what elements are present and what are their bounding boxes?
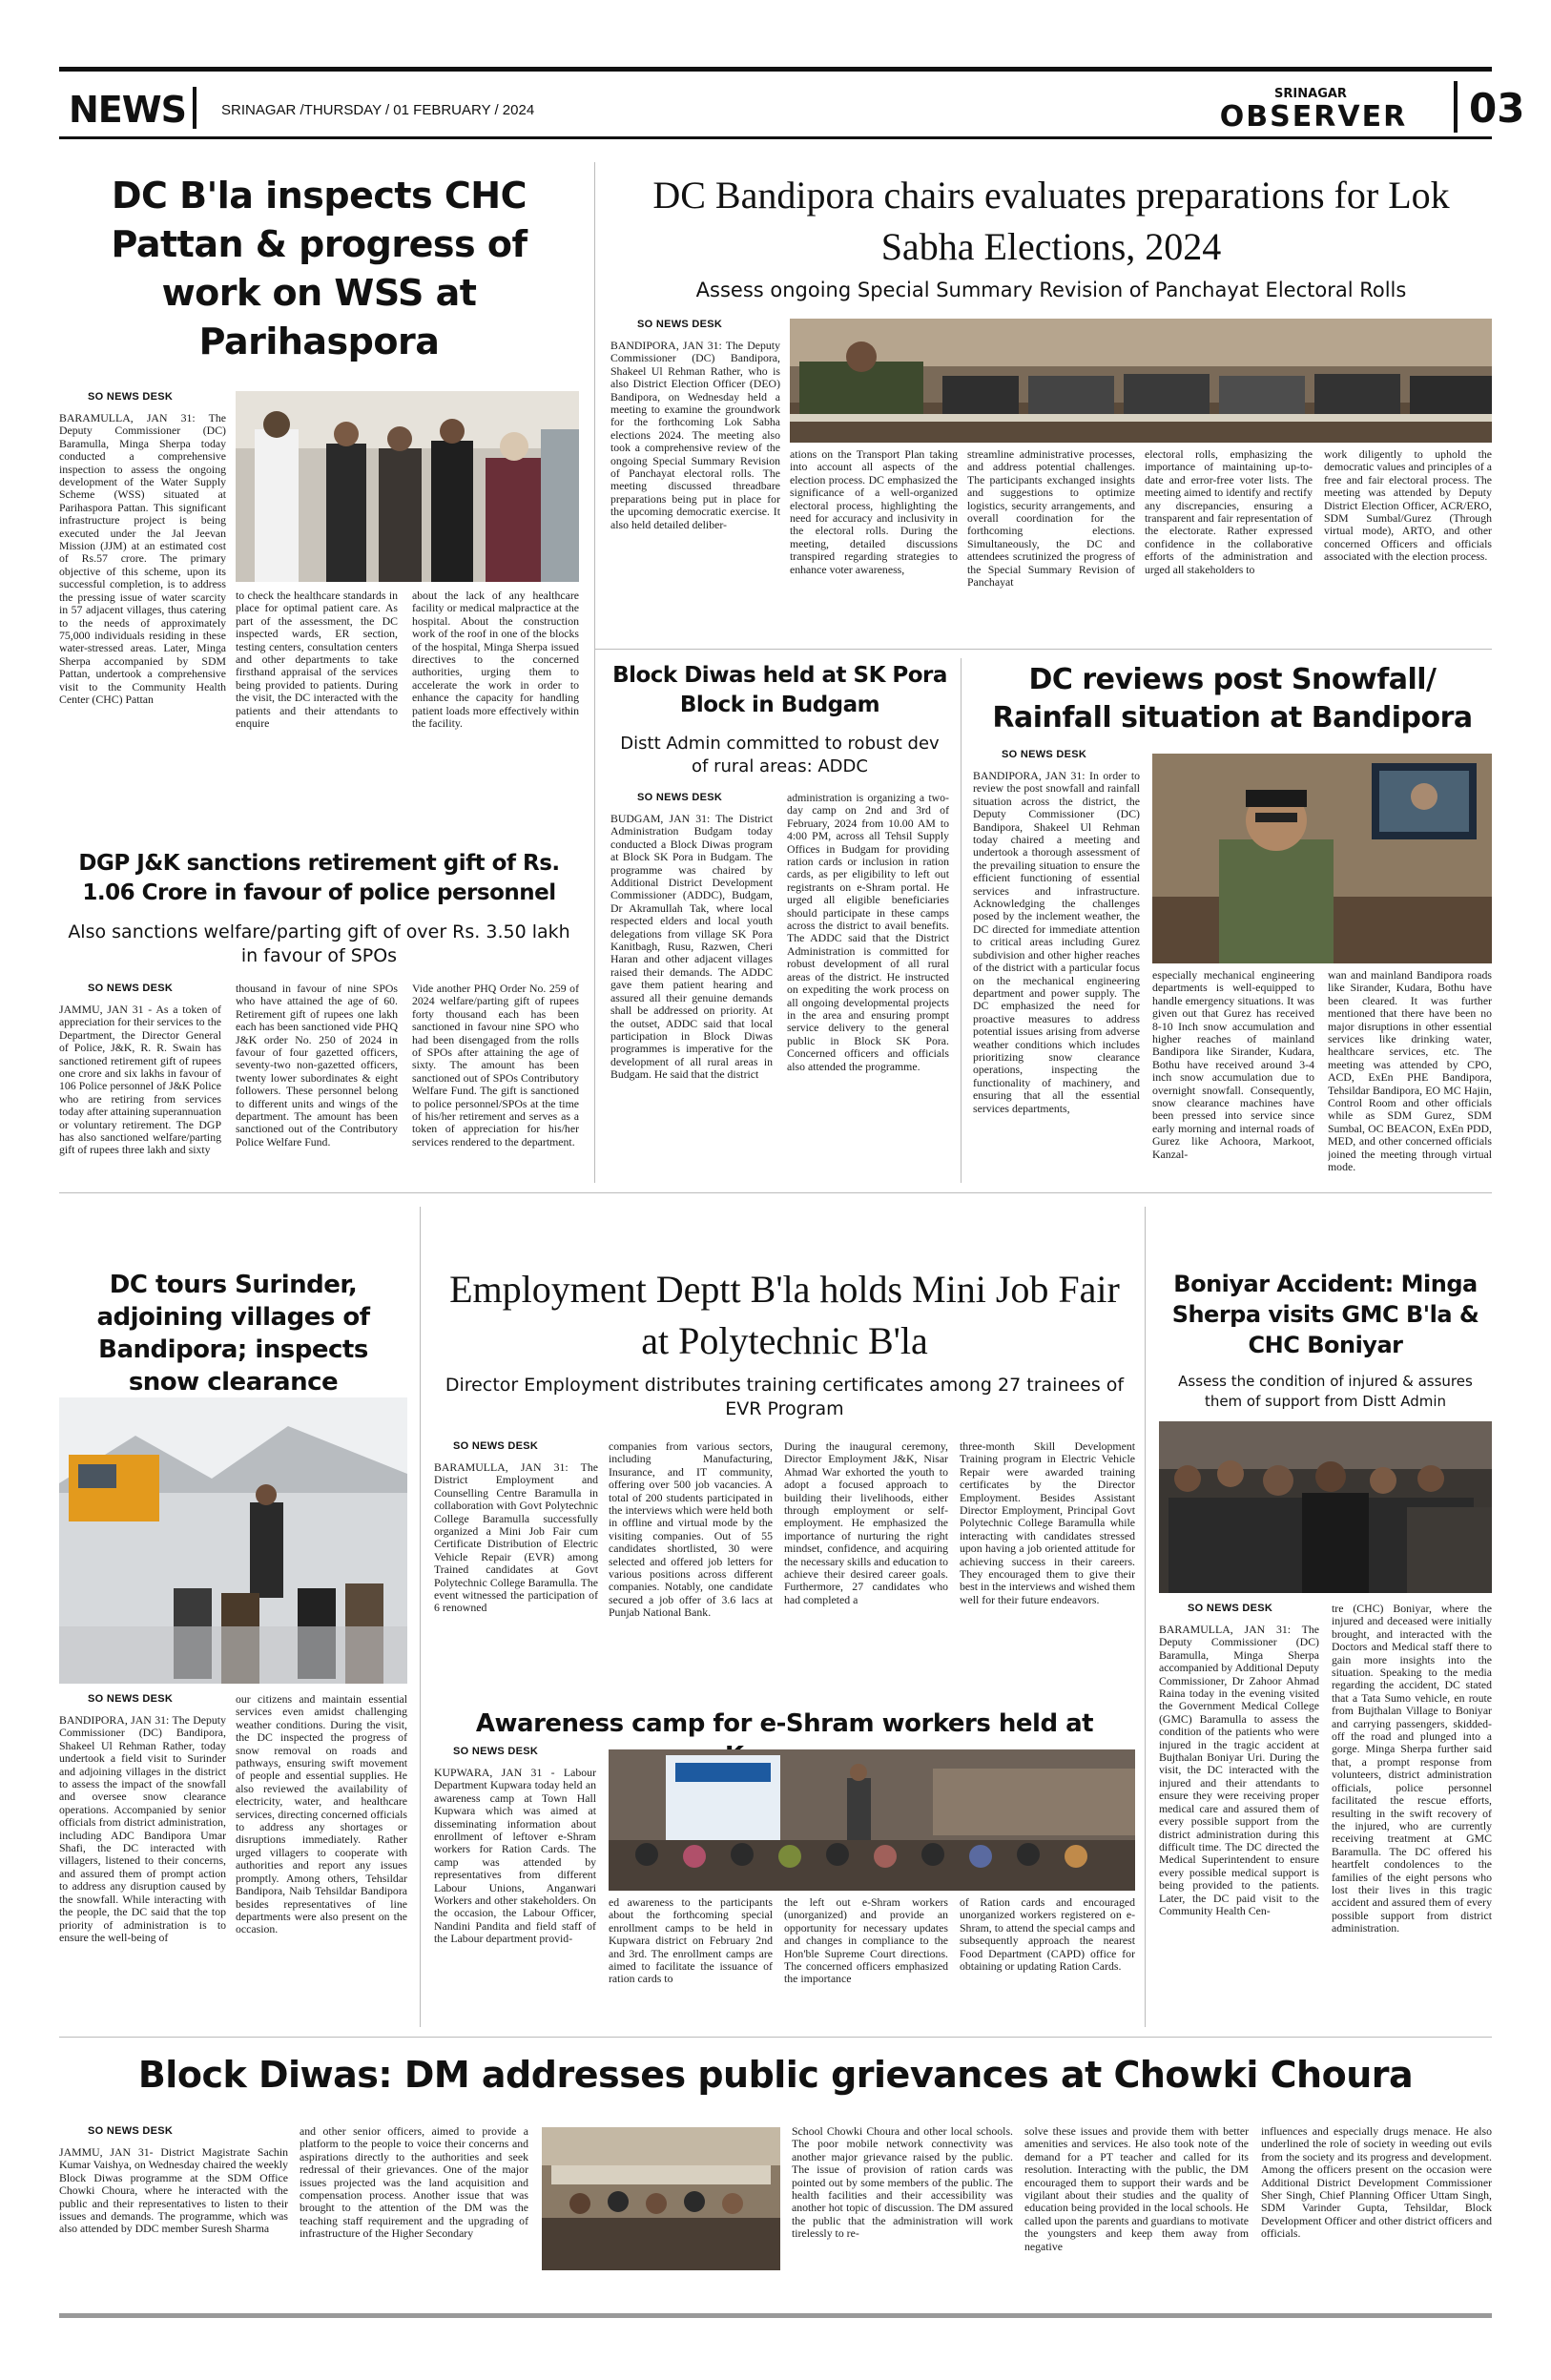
masthead-divider <box>193 87 196 129</box>
photo-election-meeting <box>790 319 1492 443</box>
subheadline-a2: Assess ongoing Special Summary Revision of Panchayat Electoral Rolls <box>695 279 1407 301</box>
photo-awareness-camp <box>609 1749 1135 1891</box>
byline: SO NEWS DESK <box>637 319 723 330</box>
headline-a6: DC tours Surinder, adjoining villages of Bandipora; inspects snow clearance <box>96 1271 370 1397</box>
article-body: the left out e-Shram workers (unorganized) and provide an opportunity for necessary updates and changes in compliance to the Hon'ble Supreme Court directions. The concerned officers emphasized the importance <box>784 1896 948 1986</box>
article-body: administration is organizing a two-day camp on 2nd and 3rd of February, 2024 from 10.00 AM to 4:00 PM, across all Tehsil Supply Offices in Budgam for providing ration cards or inclusion in ration cards, as per eligibility to left out registrants on e-Shram portal. He urged all eligible beneficiaries should participate in these camps across the district to avail benefits. The ADDC said that the District Administration is committed for robust development of all rural areas of the district. He instructed on expediting the work process on all ongoing developmental projects in the area and ensuring prompt service delivery to the general public in Block SK Pora. Concerned officers and officials also attended the programme. <box>787 792 949 1073</box>
masthead <box>59 67 1525 139</box>
paper-name: OBSERVER <box>1219 100 1408 134</box>
subheadline-a9: Assess the condition of injured & assures them of support from Distt Admin <box>1178 1373 1473 1410</box>
byline: SO NEWS DESK <box>88 2125 174 2137</box>
byline: SO NEWS DESK <box>88 1693 174 1705</box>
headline-a9: Boniyar Accident: Minga Sherpa visits GMC B'la & CHC Boniyar <box>1171 1271 1479 1358</box>
article-body: solve these issues and provide them with better amenities and services. He also took note of the demand for a PT teacher and called for its resolution. Interacting with the public, the DM encouraged them to support their wards and be vigilant about their studies and the quality of education being provided in the local schools. He called upon the parents and guardians to motivate the youngsters and keep them away from negative <box>1024 2125 1249 2253</box>
article-body: BARAMULLA, JAN 31: The Deputy Commissioner (DC) Baramulla, Minga Sherpa today conducted a comprehensive inspection to assess the ongoing development of the Water Supply Scheme (WSS) situated at Parihaspora Pattan. This significant infrastructure project is being executed under the Jal Jeevan Mission (JJM) at an estimated cost of Rs.57 crore. The primary objective of this scheme, upon its successful completion, is to address the pressing issue of water scarcity in 57 adjacent villages, thus catering to the needs of approximately 75,000 individuals residing in these water-stressed areas. Later, Minga Sherpa accompanied by SDM Pattan, undertook a comprehensive visit to the Community Health Center (CHC) Pattan <box>59 412 226 706</box>
paper-city: SRINAGAR <box>1274 87 1347 101</box>
byline: SO NEWS DESK <box>453 1746 539 1757</box>
article-body: ations on the Transport Plan taking into account all aspects of the election process. DC emphasized the significance of a well-organized electoral process, highlighting the need for accuracy and inclusivity in the electoral rolls. During the meeting, detailed discussions transpired regarding strategies to enhance voter awareness, <box>790 448 958 576</box>
article-body: Vide another PHQ Order No. 259 of 2024 welfare/parting gift of rupees forty thousand each has been sanctioned in favour nine SPO who had been disengaged from the rolls of SPOs after attaining the age of sixty. The amount has been sanctioned out of SPOs Contributory Welfare Fund. The gift is sanctioned to police personnel/SPOs at the time of his/her retirement and serves as a token of appreciation for his/her services rendered to the department. <box>412 983 579 1149</box>
article-body: about the lack of any healthcare facility or medical malpractice at the hospital. About the construction work of the roof in one of the blocks of the hospital, Minga Sherpa issued directives to the concerned authorities, urging them to accelerate the work in order to enhance the capacity for handling patient loads more effectively within the facility. <box>412 590 579 731</box>
article-body: to check the healthcare standards in place for optimal patient care. As part of the assessment, the DC inspected wards, ER section, testing centers, consultation centers and other departments to take firsthand appraisal of the services being provided to patients. During the visit, the DC interacted with the patients and their attendants to enquire <box>236 590 398 731</box>
photo-snow-clearance <box>59 1397 407 1684</box>
article-body: companies from various sectors, including Manufacturing, Insurance, and IT community, offering over 500 job vacancies. A total of 200 students participated in the interviews which were held both in offline and virtual mode by the visiting companies. Out of 55 candidates shortlisted, 30 were selected and offered job letters for various positions across different companies. Notably, one candidate secured a job offer of 3.6 lacs at Punjab National Bank. <box>609 1440 773 1620</box>
article-body: electoral rolls, emphasizing the importance of maintaining up-to-date and error-free voter lists. The meeting aimed to identify and rectify any discrepancies, ensuring a transparent and fair representation of the electorate. Rather expressed confidence in the collaborative efforts of the administration and urged all stakeholders to <box>1145 448 1313 576</box>
photo-block-diwas <box>542 2127 780 2270</box>
article-body: work diligently to uphold the democratic values and principles of a free and fair electoral process. The meeting was attended by Deputy District Election Officer, ACR/ERO, SDM Sumbal/Gurez (Through virtual mode), ARTO, and other concerned Officers and officials associated with the election process. <box>1324 448 1492 564</box>
article-body: influences and especially drugs menace. He also underlined the role of society in weeding out evils from the society and its progress and development. Among the officers present on the occasion were Additional District Development Commissioner Sher Singh, Chief Planning Officer Uttam Singh, SDM Varinder Gupta, Tehsildar, Block Development Officer and other district officers and officials. <box>1261 2125 1492 2241</box>
section-label: NEWS <box>69 89 187 131</box>
article-body: BANDIPORA, JAN 31: The Deputy Commissioner (DC) Bandipora, Shakeel Ul Rehman Rather, today undertook a field visit to Surinder and adjoining villages in the district to assess the impact of the snowfall and oversee snow clearance operations. Accompanied by senior officials from district administration, including ADC Bandipora Umar Shafi, the DC interacted with villagers, listened to their concerns, and assured them of prompt action to address any disruption caused by the snowfall. While interacting with the people, the DC said that the top priority of administration is to ensure the well-being of <box>59 1714 226 1944</box>
headline-a4: Block Diwas held at SK Pora Block in Budgam <box>612 663 947 717</box>
article-body: three-month Skill Development Training program in Electric Vehicle Repair were awarded training certificates by the Director Employment. Besides Assistant Director Employment, Principal Govt Polytechnic College Baramulla while interacting with candidates stressed upon having a job oriented attitude for achieving success in their careers. They encouraged them to give their best in the interviews and wished them well for their future endeavors. <box>960 1440 1135 1606</box>
article-body: BANDIPORA, JAN 31: In order to review the post snowfall and rainfall situation across the district, the Deputy Commissioner (DC) Bandipora, Shakeel Ul Rehman today chaired a meeting and undertook a thorough assessment of the prevailing situation to ensure the efficient functioning of essential services and infrastructure. Acknowledging the challenges posed by the inclement weather, the DC directed for immediate attention to critical areas including Gurez subdivision and other higher reaches of the district with a particular focus on the mechanical engineering department and power supply. The DC emphasized the need for proactive measures to address potential issues arising from adverse weather conditions which includes prioritizing snow clearance operations, inspecting the functionality of machinery, and ensuring that all the essential services departments, <box>973 770 1140 1115</box>
headline-a2: DC Bandipora chairs evaluates preparations for Lok Sabha Elections, 2024 <box>652 174 1450 268</box>
headline-a10: Block Diwas: DM addresses public grievances at Chowki Choura <box>137 2054 1414 2096</box>
byline: SO NEWS DESK <box>1002 749 1087 760</box>
masthead-divider-right <box>1454 81 1458 133</box>
article-body: of Ration cards and encouraged unorganized workers registered on e-Shram, to attend the special camps and subsequently approach the nearest Food Department (CAPD) office for obtaining or updating Ration Cards. <box>960 1896 1135 1974</box>
photo-snowfall-meeting <box>1152 754 1492 963</box>
column-rule <box>961 658 962 1183</box>
page-number: 03 <box>1469 85 1525 132</box>
article-body: BANDIPORA, JAN 31: The Deputy Commissioner (DC) Bandipora, Shakeel Ul Rehman Rather, who is also District Election Officer (DEO) Bandipora, on Wednesday held a meeting to examine the groundwork for the forthcoming Lok Sabha elections 2024. The meeting also took a comprehensive review of the ongoing Special Summary Revision of Panchayat electoral rolls. The meeting discussed threadbare preparations being put in place for the upcoming democratic exercise. It also held detailed deliber- <box>610 340 780 531</box>
headline-a1: DC B'la inspects CHC Pattan & progress of work on WSS at Parihaspora <box>111 175 527 362</box>
byline: SO NEWS DESK <box>88 391 174 403</box>
row-rule <box>59 1192 1492 1193</box>
edition-line: SRINAGAR /THURSDAY / 01 FEBRUARY / 2024 <box>221 102 535 118</box>
column-rule <box>594 162 595 1183</box>
article-body: BUDGAM, JAN 31: The District Administration Budgam today conducted a Block Diwas program at Block SK Pora in Budgam. The programme was chaired by Additional District Development Commissioner (ADDC), Budgam, Dr Akramullah Tak, where local respected elders and local youth delegations from village SK Pora Kanitbagh, Rusu, Razwen, Cheri Haran and other adjacent villages raised their demands. The ADDC gave them patient hearing and assured all their genuine demands shall be addressed on priority. At the outset, ADDC said that local participation in Block Diwas programmes is imperative for the development of all rural areas in Budgam. He said that the district <box>610 813 773 1082</box>
article-body: our citizens and maintain essential services even amidst challenging weather conditions. During the visit, the DC inspected the progress of snow removal on roads and pathways, ensuring swift movement of people and essential supplies. He also reviewed the availability of electricity, water, and healthcare services, directing concerned officials to address any shortages or disruptions immediately. Rather urged villagers to cooperate with authorities and report any issues promptly. Among others, Tehsildar Bandipora, Naib Tehsildar Bandipora besides representatives of line departments were also present on the occasion. <box>236 1693 407 1936</box>
column-rule <box>1145 1207 1146 2027</box>
photo-gmc-visit <box>1159 1421 1492 1593</box>
bottom-rule <box>59 2313 1492 2318</box>
column-rule <box>420 1207 421 2027</box>
row-rule <box>594 649 1492 650</box>
article-body: and other senior officers, aimed to provide a platform to the people to voice their concerns and aspirations directly to the authorities and seek redressal of their grievances. One of the major issues projected was the land acquisition and compensation process. Another issue that was brought to the attention of the DM was the teaching staff requirement and the upgrading of infrastructure of the Higher Secondary <box>300 2125 528 2241</box>
article-body: tre (CHC) Boniyar, where the injured and deceased were initially brought, and interacted with the Doctors and Medical staff there to gain more insights into the situation. Speaking to the media regarding the accident, DC stated that a Tata Sumo vehicle, en route from Bujthalan Village to Boniyar and carrying passengers, skidded-off the road and plunged into a gorge. Minga Sherpa further said that, a prompt response from volunteers, district administration officials, police personnel facilitated the rescue efforts, resulting in the swift recovery of the injured, who are currently receiving treatment at GMC Baramulla. The DC offered his heartfelt condolences to the families of the eight persons who lost their lives in this tragic accident and assured them of every possible support from district administration. <box>1332 1603 1492 1935</box>
byline: SO NEWS DESK <box>1188 1603 1273 1614</box>
article-body: ed awareness to the participants about the forthcoming special enrollment camps to be held in Kupwara district on February 2nd and 3rd. The enrollment camps are aimed to facilitate the issuance of ration cards to <box>609 1896 773 1986</box>
article-body: BARAMULLA, JAN 31: The Deputy Commissioner (DC) Baramulla, Minga Sherpa accompanied by Additional Deputy Commissioner, Dr Zahoor Ahmad Raina today in the evening visited the Government Medical College (GMC) Baramulla to assess the condition of the patients who were injured in the tragic accident at Bujthalan Boniyar Uri. During the visit, the DC interacted with the injured and their attendants to ensure they were receiving proper medical care and assured them of every possible support from the district administration during this difficult time. The DC directed the Medical Superintendent to ensure every possible medical support is being provided to the patients. Later, the DC paid visit to the Community Health Cen- <box>1159 1624 1319 1917</box>
article-body: During the inaugural ceremony, Director Employment J&K, Nisar Ahmad War exhorted the youth to adopt a focused approach to building their livelihoods, either through employment or self-employment. He emphasized the importance of nurturing the right mindset, confidence, and acquiring the necessary skills and education to achieve their desired career goals. Furthermore, 27 candidates who had completed a <box>784 1440 948 1606</box>
subheadline-a3: Also sanctions welfare/parting gift of over Rs. 3.50 lakh in favour of SPOs <box>68 921 570 966</box>
article-body: JAMMU, JAN 31- District Magistrate Sachin Kumar Vaishya, on Wednesday chaired the weekly Block Diwas programme at the SDM Office Chowki Choura, where he interacted with the public and their representatives to listen to their issues and demands. The programme, which was also attended by DDC member Suresh Sharma <box>59 2146 288 2236</box>
headline-a8: Awareness camp for e-Shram workers held at <box>475 1709 1094 1738</box>
article-body: wan and mainland Bandipora roads like Sirander, Kudara, Bothu have been cleared. It was further mentioned that there have been no major disruptions in other essential services like drinking water, healthcare services, etc. The meeting was attended by CPO, ACD, ExEn PHE Bandipora, Tehsildar Bandipora, EO MC Hajin, Control Room and other officials while as SDM Gurez, SDM Sumbal, OC BEACON, ExEn PDD, MED, and other concerned officials joined the meeting through virtual mode. <box>1328 969 1492 1174</box>
article-body: BARAMULLA, JAN 31: The District Employment and Counselling Centre Baramulla in collaboration with Govt Polytechnic College Baramulla successfully organized a Mini Job Fair cum Certificate Distribution of Electric Vehicle Repair (EVR) among Trained candidates at Govt Polytechnic College Baramulla. The event witnessed the participation of 6 renowned <box>434 1461 598 1615</box>
photo-chc-inspection <box>236 391 579 582</box>
headline-a7: Employment Deptt B'la holds Mini Job Fair at Polytechnic B'la <box>449 1268 1120 1362</box>
headline-a3: DGP J&K sanctions retirement gift of Rs. 1.06 Crore in favour of police personnel <box>78 851 560 905</box>
row-rule <box>59 2037 1492 2038</box>
byline: SO NEWS DESK <box>637 792 723 803</box>
byline: SO NEWS DESK <box>88 983 174 994</box>
article-body: School Chowki Choura and other local schools. The poor mobile network connectivity was another major grievance raised by the public. The issue of provision of ration cards was pointed out by some members of the public. The health facilities and their accessibility was another hot topic of discussion. The DM assured the public that the administration will work tirelessly to re- <box>792 2125 1013 2241</box>
subheadline-a7: Director Employment distributes training certificates among 27 trainees of EVR Program <box>445 1375 1125 1419</box>
article-body: thousand in favour of nine SPOs who have attained the age of 60. Retirement gift of rupees one lakh each has been sanctioned vide PHQ J&K order No. 250 of 2024 in favour of four gazetted officers, seventy-two non-gazetted officers, twenty lower subordinates & eight followers. These personnel belong to different units and wings of the department. The amount has been sanctioned out of the Contributory Police Welfare Fund. <box>236 983 398 1149</box>
article-body: streamline administrative processes, and address potential challenges. The participants exchanged insights and suggestions to optimize logistics, security arrangements, and overall coordination for the forthcoming elections. Simultaneously, the DC and attendees scrutinized the progress of the Special Summary Revision of Panchayat <box>967 448 1135 590</box>
byline: SO NEWS DESK <box>453 1440 539 1452</box>
subheadline-a4: Distt Admin committed to robust dev of rural areas: ADDC <box>620 734 940 776</box>
headline-a5: DC reviews post Snowfall/ Rainfall situation at Bandipora <box>992 663 1473 735</box>
article-body: KUPWARA, JAN 31 - Labour Department Kupwara today held an awareness camp at Town Hall Kupwara which was aimed at disseminating information about enrollment of leftover e-Shram workers for Ration Cards. The camp was attended by representatives from different Labour Unions, Anganwari Workers and other stakeholders. On the occasion, the Labour Officer, Nandini Pandita and field staff of the Labour department provid- <box>434 1767 596 1946</box>
article-body: JAMMU, JAN 31 - As a token of appreciation for their services to the Department, the Director General of Police, J&K, R. R. Swain has sanctioned retirement gift of rupees one crore and six lakhs in favour of 106 Police personnel of J&K Police who are retiring from services today after attaining superannuation or voluntary retirement. The DGP has also sanctioned welfare/parting gift of rupees three lakh and sixty <box>59 1004 221 1157</box>
article-body: especially mechanical engineering departments is well-equipped to handle emergency situations. It was given out that Gurez has received 8-10 Inch snow accumulation and higher reaches of mainland Bandipora like Sirander, Kudara, Bothu have received around 3-4 inch snow accumulation due to overnight snowfall. Consequently, snow clearance machines have been pressed into service since early morning and internal roads of Gurez like Achoora, Markoot, Kanzal- <box>1152 969 1314 1161</box>
